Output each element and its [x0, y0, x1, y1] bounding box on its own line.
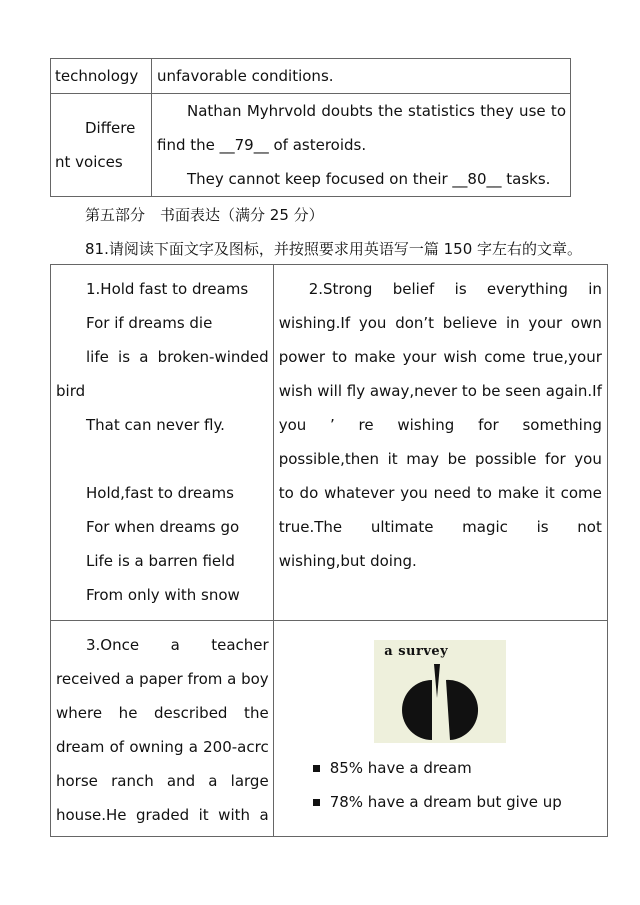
- paragraph-line: 2.Strong belief is everything in: [308, 280, 602, 298]
- poem-cell: [51, 265, 274, 621]
- content-line: find the __79__ of asteroids.: [157, 136, 367, 154]
- poem-line: Hold,fast to dreams: [86, 484, 234, 502]
- row-label-line: nt voices: [55, 153, 123, 171]
- poem-line: 1.Hold fast to dreams: [86, 280, 249, 298]
- content-line: They cannot keep focused on their __80__ tasks.: [187, 170, 551, 188]
- poem-line: For when dreams go: [86, 518, 240, 536]
- poem-line: Life is a barren field: [86, 552, 235, 570]
- list-item: [313, 785, 602, 819]
- result-text: 85% have a dream: [329, 759, 472, 777]
- row-label-cell: [51, 94, 152, 197]
- row-label-line: Differe: [85, 119, 136, 137]
- belief-cell: [273, 265, 607, 621]
- poem-line: For if dreams die: [86, 314, 213, 332]
- poem-line: life is a broken-winded: [86, 348, 269, 366]
- pie-slice-right: [446, 680, 478, 740]
- bullet-square-icon: [313, 799, 320, 806]
- bullet-square-icon: [313, 765, 320, 772]
- paragraph-line: dream of owning a 200-acrc: [56, 738, 269, 756]
- paragraph-line: wishing,but doing.: [278, 552, 417, 570]
- row-content-cell: [152, 59, 571, 94]
- paragraph-line: possible,then it may be possible for you: [278, 450, 602, 468]
- pie-slice-left: [402, 680, 432, 740]
- survey-label: a survey: [384, 644, 449, 659]
- survey-pie-chart: [374, 640, 506, 743]
- row-content: unfavorable conditions.: [157, 67, 334, 85]
- paragraph-line: you ’ re wishing for something: [278, 416, 602, 434]
- list-item: [313, 751, 602, 785]
- section-heading: 第五部分 书面表达（满分 25 分）: [85, 206, 324, 224]
- paragraph-line: power to make your wish come true,your: [278, 348, 602, 366]
- row-label-cell: [51, 59, 152, 94]
- poem-line: That can never fly.: [86, 416, 225, 434]
- paragraph-line: to do whatever you need to make it come: [278, 484, 602, 502]
- result-text: 78% have a dream but give up: [329, 793, 562, 811]
- paragraph-line: 3.Once a teacher: [86, 636, 269, 654]
- paragraph-line: where he described the: [56, 704, 269, 722]
- survey-results: [313, 751, 602, 819]
- story-cell: [51, 621, 274, 837]
- row-content-cell: [152, 94, 571, 197]
- survey-image: [374, 640, 506, 743]
- pie-wedge-mark: [434, 664, 440, 698]
- table-row: [51, 94, 571, 197]
- table-row: [51, 621, 608, 837]
- task-instruction: 81.请阅读下面文字及图标，并按照要求用英语写一篇 150 字左右的文章。: [85, 240, 583, 258]
- paragraph-line: house.He graded it with a: [56, 806, 269, 824]
- table-row: [51, 59, 571, 94]
- paragraph-line: horse ranch and a large: [56, 772, 269, 790]
- stanza-gap: [56, 442, 269, 476]
- survey-cell: [273, 621, 607, 837]
- paragraph-line: wish will fly away,never to be seen again.If: [278, 382, 602, 400]
- materials-table: [50, 264, 608, 837]
- table-row: [51, 265, 608, 621]
- paragraph-line: received a paper from a boy: [56, 670, 269, 688]
- summary-table: [50, 58, 571, 197]
- content-line: Nathan Myhrvold doubts the statistics they use to: [187, 102, 566, 120]
- row-label: technology: [55, 67, 139, 85]
- poem-line: From only with snow: [86, 586, 240, 604]
- paragraph-line: wishing.If you don’t believe in your own: [278, 314, 602, 332]
- paragraph-line: true.The ultimate magic is not: [278, 518, 602, 536]
- poem-line: bird: [56, 382, 86, 400]
